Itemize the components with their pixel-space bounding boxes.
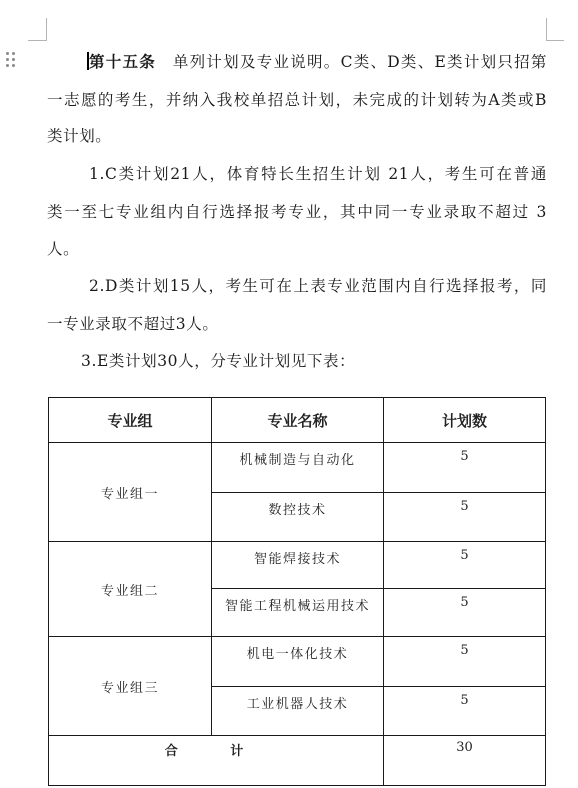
major-cell: 机电一体化技术: [212, 637, 384, 687]
paragraph-2-line-1: 1.C类计划21人，体育特长生招生计划 21人，考生可在普通: [89, 165, 547, 183]
paragraph-2-line-3: 人。: [47, 240, 80, 258]
plan-cell: 5: [384, 542, 546, 589]
paragraph-1-line-3: 类计划。: [47, 127, 112, 145]
plan-table: [48, 397, 546, 786]
plan-cell: 5: [384, 637, 546, 687]
paragraph-drag-handle-icon[interactable]: [6, 52, 18, 68]
paragraph-1-line-1: [89, 52, 547, 72]
paragraph-1-line-2: 一志愿的考生，并纳入我校单招总计划，未完成的计划转为A类或B: [47, 91, 547, 109]
crop-mark-top-left-h: [28, 40, 46, 41]
table-row: [49, 637, 546, 687]
plan-cell: 5: [384, 493, 546, 542]
table-row: [49, 443, 546, 493]
table-row: [49, 542, 546, 589]
header-major: 专业名称: [212, 398, 384, 443]
major-cell: 智能工程机械运用技术: [212, 589, 384, 637]
paragraph-3-line-1: 2.D类计划15人，考生可在上表专业范围内自行选择报考，同: [89, 277, 547, 295]
plan-cell: 5: [384, 443, 546, 493]
total-label: 合 计: [49, 736, 384, 786]
major-cell: 工业机器人技术: [212, 687, 384, 736]
total-value: 30: [384, 736, 546, 786]
header-plan: 计划数: [384, 398, 546, 443]
header-group: 专业组: [49, 398, 212, 443]
article-heading: 第十五条: [89, 52, 157, 71]
plan-cell: 5: [384, 687, 546, 736]
crop-mark-top-right-h: [546, 40, 564, 41]
paragraph-1-text: 单列计划及专业说明。C类、D类、E类计划只招第: [172, 53, 548, 71]
major-cell: 数控技术: [212, 493, 384, 542]
paragraph-4-line-1: 3.E类计划30人，分专业计划见下表：: [81, 352, 356, 370]
paragraph-3-line-2: 一专业录取不超过3人。: [47, 315, 219, 333]
paragraph-2-line-2: 类一至七专业组内自行选择报考专业，其中同一专业录取不超过 3: [47, 203, 547, 221]
table-header-row: [49, 398, 546, 443]
group-cell: 专业组一: [49, 443, 212, 542]
plan-cell: 5: [384, 589, 546, 637]
major-cell: 机械制造与自动化: [212, 443, 384, 493]
crop-mark-top-left-v: [46, 18, 47, 41]
table-total-row: [49, 736, 546, 786]
crop-mark-top-right-v: [546, 18, 547, 41]
group-cell: 专业组三: [49, 637, 212, 736]
group-cell: 专业组二: [49, 542, 212, 637]
major-cell: 智能焊接技术: [212, 542, 384, 589]
